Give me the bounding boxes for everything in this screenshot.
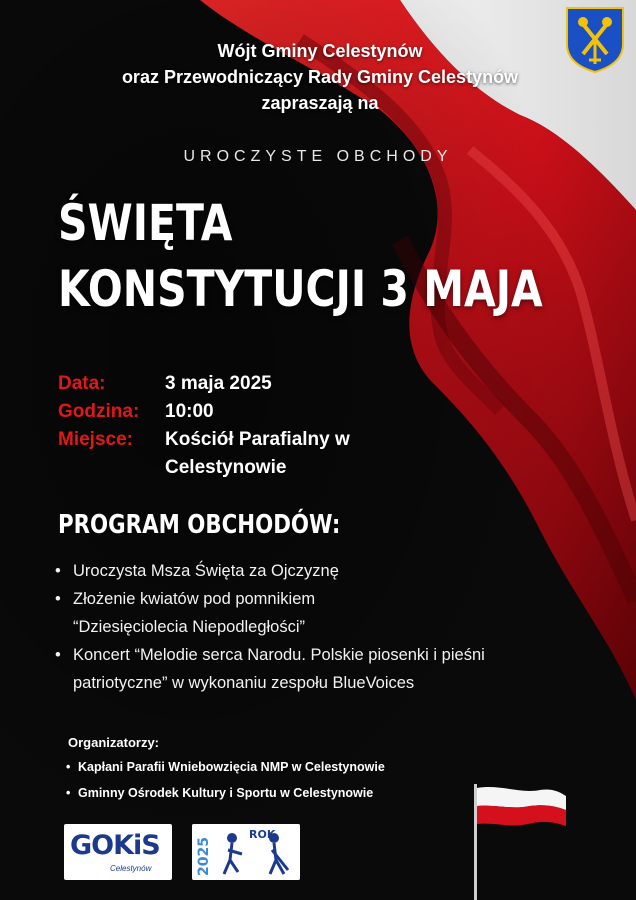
event-subtitle: UROCZYSTE OBCHODY bbox=[183, 148, 453, 165]
title-line-2: KONSTYTUCJI 3 MAJA bbox=[58, 260, 543, 318]
event-details bbox=[58, 370, 350, 482]
organizer-item: • Gminny Ośrodek Kultury i Sportu w Celestynowie bbox=[66, 780, 385, 806]
goks-logo-text: GOKiS bbox=[70, 830, 160, 861]
goks-logo bbox=[64, 824, 172, 880]
header-line-1: Wójt Gminy Celestynów bbox=[217, 41, 423, 61]
date-label: Data: bbox=[58, 373, 106, 394]
place-value-line-1: Kościół Parafialny w bbox=[165, 429, 350, 450]
program-list bbox=[55, 557, 615, 697]
date-row bbox=[58, 370, 350, 398]
rok-logo-graphic bbox=[192, 824, 300, 880]
program-item-2-line-1: Złożenie kwiatów pod pomnikiem bbox=[73, 590, 316, 608]
place-row bbox=[58, 426, 350, 482]
title-line-1: ŚWIĘTA bbox=[58, 194, 233, 252]
program-item-3 bbox=[55, 641, 615, 697]
header-line-2: oraz Przewodniczący Rady Gminy Celestynów bbox=[121, 67, 519, 87]
time-row bbox=[58, 398, 350, 426]
time-value: 10:00 bbox=[165, 401, 214, 422]
program-item-3-line-2: patriotyczne” w wykonaniu zespołu BlueVoices bbox=[73, 674, 415, 692]
time-label: Godzina: bbox=[58, 401, 140, 422]
rok-2025-logo bbox=[192, 824, 300, 880]
rok-logo-text: ROK bbox=[249, 828, 276, 841]
program-item-2-line-2: “Dziesięciolecia Niepodległości” bbox=[73, 618, 306, 636]
place-value bbox=[165, 426, 350, 482]
rok-logo-year: 2025 bbox=[196, 837, 212, 876]
program-heading: PROGRAM OBCHODÓW: bbox=[58, 510, 341, 540]
program-item-2 bbox=[55, 585, 615, 641]
date-value: 3 maja 2025 bbox=[165, 373, 272, 394]
organizers-list bbox=[66, 754, 385, 806]
organizer-item: • Kapłani Parafii Wniebowzięcia NMP w Celestynowie bbox=[66, 754, 385, 780]
place-value-line-2: Celestynowie bbox=[165, 457, 287, 478]
program-item-1 bbox=[55, 557, 615, 585]
organizers-heading: Organizatorzy: bbox=[68, 735, 160, 750]
program-item-3-line-1: Koncert “Melodie serca Narodu. Polskie piosenki i pieśni bbox=[73, 646, 485, 664]
place-label: Miejsce: bbox=[58, 429, 133, 450]
polish-flag-icon bbox=[470, 780, 570, 900]
invitation-header bbox=[60, 38, 580, 116]
event-title bbox=[58, 190, 543, 322]
goks-logo-subtext: Celestynów bbox=[110, 864, 152, 873]
program-item-1-text: Uroczysta Msza Święta za Ojczyznę bbox=[73, 562, 339, 580]
header-line-3: zapraszają na bbox=[261, 93, 379, 113]
